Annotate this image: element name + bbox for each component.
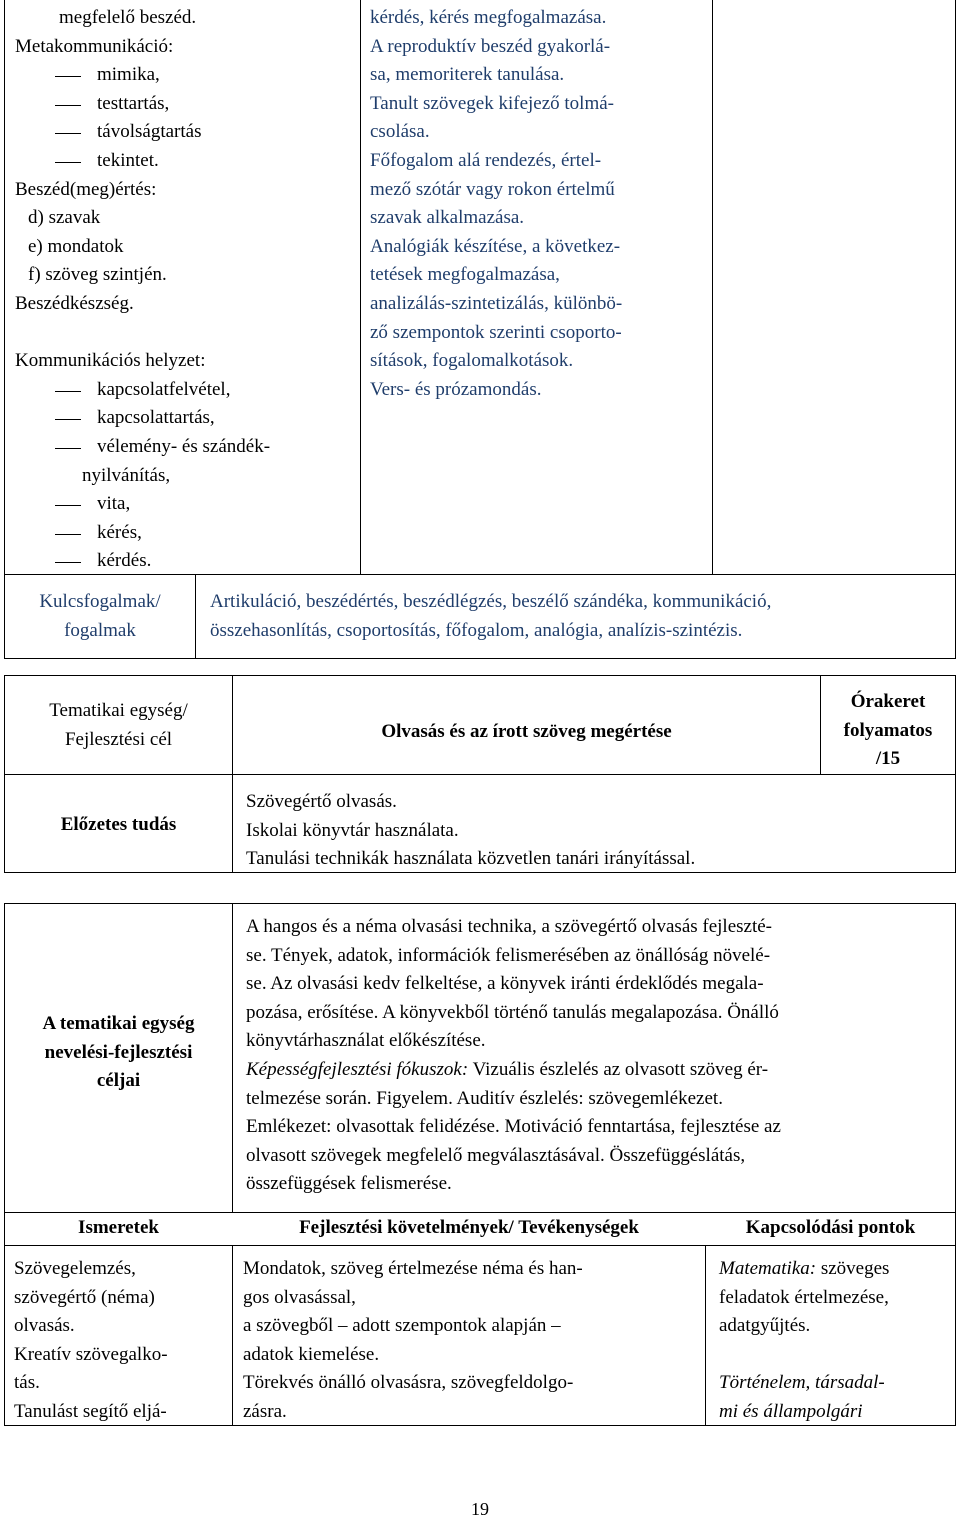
list-item: [15, 90, 355, 119]
focus-first: Vizuális észlelés az olvasott szöveg ér-: [468, 1058, 769, 1080]
list-item: [15, 61, 355, 90]
requirements-cell: [243, 1255, 701, 1427]
list-item: [15, 519, 355, 548]
key-concepts-label: [5, 588, 195, 645]
focus-label: Képességfejlesztési fókuszok:: [246, 1058, 469, 1080]
knowledge-line: tás.: [14, 1372, 40, 1394]
list-item: [15, 433, 355, 462]
list-item-text: vélemény- és szándék-: [97, 435, 271, 457]
requirements-line: Törekvés önálló olvasásra, szövegfeldolgo-: [243, 1372, 574, 1394]
hours-value: folyamatos: [843, 719, 933, 741]
header-connections: Kapcsolódási pontok: [745, 1217, 916, 1238]
math-line: [719, 1255, 953, 1284]
list-item: [15, 547, 355, 576]
list-item: [15, 376, 355, 405]
list-item-text: tekintet.: [97, 149, 159, 171]
list-item-text: távolságtartás: [97, 121, 202, 143]
math-text: szöveges: [816, 1258, 890, 1279]
dash-bullet-icon: [55, 76, 81, 77]
middle-line: sítások, fogalomalkotások.: [370, 350, 574, 372]
goals-line: se. Tények, adatok, információk felismerésében az önállóság növelé-: [246, 944, 771, 966]
knowledge-line: szövegértő (néma): [14, 1286, 155, 1308]
middle-line: analizálás-szintetizálás, különbö-: [370, 292, 623, 314]
hours-label: Órakeret: [850, 691, 926, 712]
list-item: [15, 147, 355, 176]
dash-bullet-icon: [55, 534, 81, 535]
list-item-text: testtartás,: [97, 92, 170, 114]
middle-line: sa, memoriterek tanulása.: [370, 64, 565, 86]
middle-line: A reproduktív beszéd gyakorlá-: [370, 35, 611, 57]
list-item-text: kérés,: [97, 521, 142, 543]
middle-line: kérdés, kérés megfogalmazása.: [370, 7, 607, 28]
list-item: [15, 404, 355, 433]
knowledge-cell: [14, 1255, 229, 1427]
math-label: Matematika:: [719, 1258, 817, 1279]
left-line: e) mondatok: [28, 235, 124, 257]
left-line: d) szavak: [28, 207, 101, 229]
focus-line: Emlékezet: olvasottak felidézése. Motiváció fenntartása, fejlesztése az: [246, 1116, 781, 1138]
list-item-continuation: nyilvánítás,: [82, 464, 171, 486]
middle-line: ző szempontok szerinti csoporto-: [370, 321, 622, 343]
focus-line: telmezése során. Figyelem. Auditív észlelés: szövegemlékezet.: [246, 1087, 723, 1109]
middle-line: szavak alkalmazása.: [370, 207, 525, 229]
prior-knowledge-line: Iskolai könyvtár használata.: [246, 819, 459, 841]
middle-line: Főfogalom alá rendezés, értel-: [370, 149, 602, 171]
header-knowledge: Ismeretek: [78, 1217, 159, 1238]
dash-bullet-icon: [55, 562, 81, 563]
focus-line: összefüggések felismerése.: [246, 1173, 452, 1195]
goals-line: könyvtárhasználat előkészítése.: [246, 1030, 486, 1052]
requirements-line: gos olvasással,: [243, 1286, 356, 1308]
goals-line: se. Az olvasási kedv felkeltése, a könyvek iránti érdeklődés megala-: [246, 973, 764, 995]
key-concepts-label-line: Kulcsfogalmak/: [39, 591, 161, 612]
knowledge-line: Kreatív szövegalko-: [14, 1343, 168, 1365]
left-cell: [15, 4, 355, 576]
dash-bullet-icon: [55, 105, 81, 106]
list-item: [15, 490, 355, 519]
unit-label-line: Tematikai egység/: [49, 700, 188, 721]
middle-line: Analógiák készítése, a következ-: [370, 235, 621, 257]
math-continuation: feladatok értelmezése,: [719, 1286, 889, 1308]
unit-title: Olvasás és az írott szöveg megértése: [381, 721, 672, 742]
knowledge-line: Tanulást segítő eljá-: [14, 1400, 167, 1422]
middle-line: Vers- és prózamondás.: [370, 378, 542, 400]
dash-bullet-icon: [55, 448, 81, 449]
list-item: [15, 118, 355, 147]
connections-cell: [719, 1255, 953, 1427]
unit-label-line: Fejlesztési cél: [64, 728, 173, 750]
dash-bullet-icon: [55, 419, 81, 420]
spacer: [719, 1341, 953, 1370]
page-number: 19: [471, 1499, 489, 1519]
key-concepts-line: összehasonlítás, csoportosítás, főfogalom, analógia, analízis-szintézis.: [210, 619, 743, 641]
middle-cell: [370, 4, 708, 404]
unit-label: [5, 697, 232, 754]
requirements-line: Mondatok, szöveg értelmezése néma és han-: [243, 1258, 583, 1279]
list-item-text: kapcsolatfelvétel,: [97, 378, 231, 400]
left-line: f) szöveg szintjén.: [28, 264, 167, 286]
key-concepts-text: [210, 588, 954, 645]
left-line: Metakommunikáció:: [15, 35, 174, 57]
middle-line: mező szótár vagy rokon értelmű: [370, 178, 615, 200]
hours-frame: [821, 688, 955, 774]
goals-label-line: nevelési-fejlesztési: [44, 1041, 193, 1063]
left-line: Beszéd(meg)értés:: [15, 178, 157, 200]
list-item-text: kapcsolattartás,: [97, 407, 215, 429]
prior-knowledge-line: Szövegértő olvasás.: [246, 791, 397, 812]
key-concepts-line: Artikuláció, beszédértés, beszédlégzés, beszélő szándéka, kommunikáció,: [210, 591, 772, 612]
focus-line: olvasott szövegek megfelelő megválasztásával. Összefüggéslátás,: [246, 1144, 746, 1166]
goals-text: [246, 913, 951, 1199]
knowledge-line: olvasás.: [14, 1315, 75, 1337]
requirements-line: a szövegből – adott szempontok alapján –: [243, 1315, 561, 1337]
goals-label-line: céljai: [96, 1070, 141, 1092]
middle-line: Tanult szövegek kifejező tolmá-: [370, 92, 614, 114]
dash-bullet-icon: [55, 162, 81, 163]
hours-count: /15: [875, 748, 901, 770]
list-item-text: vita,: [97, 493, 131, 515]
dash-bullet-icon: [55, 391, 81, 392]
history-line: Történelem, társadal-: [719, 1372, 885, 1394]
prior-knowledge-line: Tanulási technikák használata közvetlen tanári irányítással.: [246, 848, 696, 870]
goals-label-line: A tematikai egység: [42, 1013, 195, 1034]
left-line: megfelelő beszéd.: [59, 7, 197, 28]
list-item-text: mimika,: [97, 64, 160, 86]
history-line: mi és állampolgári: [719, 1400, 863, 1422]
goals-line: A hangos és a néma olvasási technika, a szövegértő olvasás fejleszté-: [246, 916, 773, 937]
knowledge-line: Szövegelemzés,: [14, 1258, 136, 1279]
dash-bullet-icon: [55, 505, 81, 506]
left-line: Beszédkészség.: [15, 292, 134, 314]
middle-line: csolása.: [370, 121, 430, 143]
goals-label: [5, 1010, 232, 1096]
goals-line: pozása, erősítése. A könyvekből történő tanulás megalapozása. Önálló: [246, 1001, 779, 1023]
requirements-line: adatok kiemelése.: [243, 1343, 380, 1365]
focus-first-line: [246, 1056, 951, 1085]
dash-bullet-icon: [55, 133, 81, 134]
header-requirements: Fejlesztési követelmények/ Tevékenységek: [299, 1217, 639, 1238]
left-line: Kommunikációs helyzet:: [15, 350, 206, 372]
middle-line: tetések megfogalmazása,: [370, 264, 560, 286]
prior-knowledge-text: [246, 788, 946, 874]
prior-knowledge-label: Előzetes tudás: [60, 814, 177, 835]
requirements-line: zásra.: [243, 1400, 287, 1422]
math-continuation: adatgyűjtés.: [719, 1315, 811, 1337]
key-concepts-label-line: fogalmak: [64, 619, 136, 641]
list-item-text: kérdés.: [97, 550, 152, 572]
